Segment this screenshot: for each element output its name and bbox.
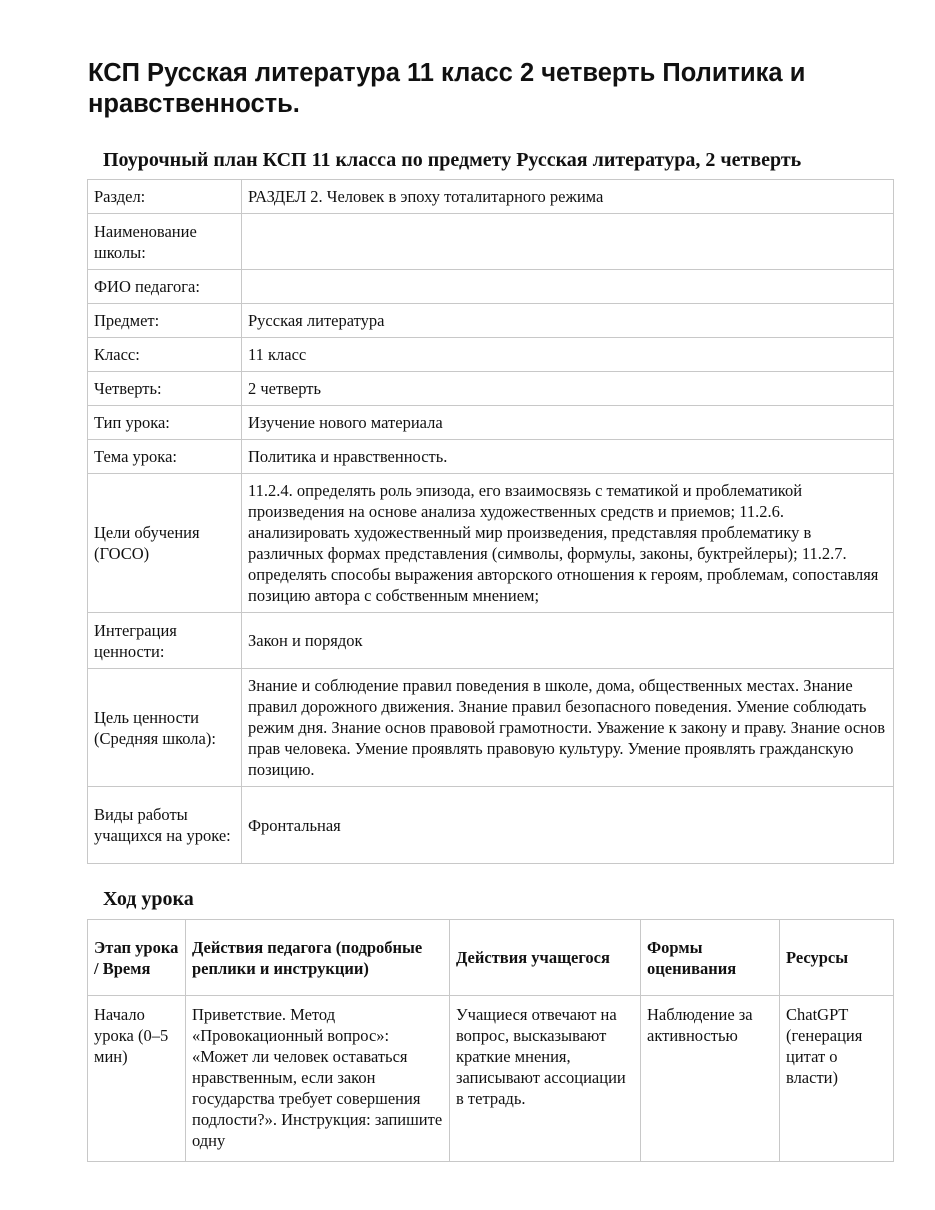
- teacher-text: Приветствие. Метод «Провокационный вопрос»: «Может ли человек оставаться нравственным, если закон государства требует совершения подлости?». Инструкция: запишите одну: [192, 1005, 443, 1150]
- row-label: Виды работы учащихся на уроке:: [88, 787, 242, 864]
- row-value: 11.2.4. определять роль эпизода, его взаимосвязь с тематикой и проблематикой произведения на основе анализа художественных средств и приемов; 11.2.6. анализировать художественный мир произведения, представляя проблематику в различных формах представления (символы, формулы, законы, буктрейлеры); 11.2.7. определять способы выражения авторского отношения к героям, проблемам, сопоставляя позицию автора с собственным мнением;: [242, 474, 894, 613]
- row-value: [242, 270, 894, 304]
- student-cell: [450, 996, 641, 1162]
- row-value: РАЗДЕЛ 2. Человек в эпоху тоталитарного режима: [242, 180, 894, 214]
- assessment-text: Наблюдение за активностью: [647, 1005, 753, 1045]
- lesson-progress-table: [87, 919, 894, 1162]
- column-header-stage: Этап урока / Время: [88, 920, 186, 996]
- table-row: [88, 214, 894, 270]
- row-label: Тема урока:: [88, 440, 242, 474]
- row-label: Интеграция ценности:: [88, 613, 242, 669]
- row-value: Русская литература: [242, 304, 894, 338]
- teacher-cell: [186, 996, 450, 1162]
- row-label: Четверть:: [88, 372, 242, 406]
- stage-cell: [88, 996, 186, 1162]
- row-value: 11 класс: [242, 338, 894, 372]
- table-row: [88, 270, 894, 304]
- plan-heading: Поурочный план КСП 11 класса по предмету Русская литература, 2 четверть: [103, 149, 802, 171]
- lesson-progress-heading: Ход урока: [103, 888, 194, 910]
- table-row: [88, 372, 894, 406]
- column-header-student: Действия учащегося: [450, 920, 641, 996]
- row-label: Раздел:: [88, 180, 242, 214]
- row-value: 2 четверть: [242, 372, 894, 406]
- table-row: [88, 304, 894, 338]
- row-label: Наименование школы:: [88, 214, 242, 270]
- table-row: [88, 474, 894, 613]
- student-text: Учащиеся отвечают на вопрос, высказывают краткие мнения, записывают ассоциации в тетрадь.: [456, 1005, 626, 1108]
- stage-text: Начало урока (0–5 мин): [94, 1005, 169, 1066]
- row-label: Тип урока:: [88, 406, 242, 440]
- column-header-resources: Ресурсы: [780, 920, 894, 996]
- row-label: Цель ценности (Средняя школа):: [88, 669, 242, 787]
- row-value: Знание и соблюдение правил поведения в школе, дома, общественных местах. Знание правил дорожного движения. Знание правил безопасного поведения. Умение соблюдать режим дня. Знание основ правовой грамотности. Уважение к закону и праву. Знание основ прав человека. Умение проявлять правовую культуру. Умение проявлять гражданскую позицию.: [242, 669, 894, 787]
- row-value: Фронтальная: [242, 787, 894, 864]
- resources-cell: [780, 996, 894, 1162]
- row-value: Политика и нравственность.: [242, 440, 894, 474]
- table-row: [88, 338, 894, 372]
- table-row: [88, 406, 894, 440]
- lesson-plan-table: [87, 179, 894, 864]
- row-label: Класс:: [88, 338, 242, 372]
- table-row: [88, 440, 894, 474]
- table-row: [88, 669, 894, 787]
- table-header-row: [88, 920, 894, 996]
- table-row: [88, 180, 894, 214]
- column-header-assessment: Формы оценивания: [641, 920, 780, 996]
- table-row: [88, 613, 894, 669]
- row-label: ФИО педагога:: [88, 270, 242, 304]
- row-label: Предмет:: [88, 304, 242, 338]
- column-header-teacher: Действия педагога (подробные реплики и инструкции): [186, 920, 450, 996]
- table-row: [88, 787, 894, 864]
- row-value: Закон и порядок: [242, 613, 894, 669]
- row-value: [242, 214, 894, 270]
- row-label: Цели обучения (ГОСО): [88, 474, 242, 613]
- table-row: [88, 996, 894, 1162]
- document-title: КСП Русская литература 11 класс 2 четверть Политика и нравственность.: [88, 59, 806, 118]
- resources-text: ChatGPT (генерация цитат о власти): [786, 1005, 863, 1087]
- row-value: Изучение нового материала: [242, 406, 894, 440]
- assessment-cell: [641, 996, 780, 1162]
